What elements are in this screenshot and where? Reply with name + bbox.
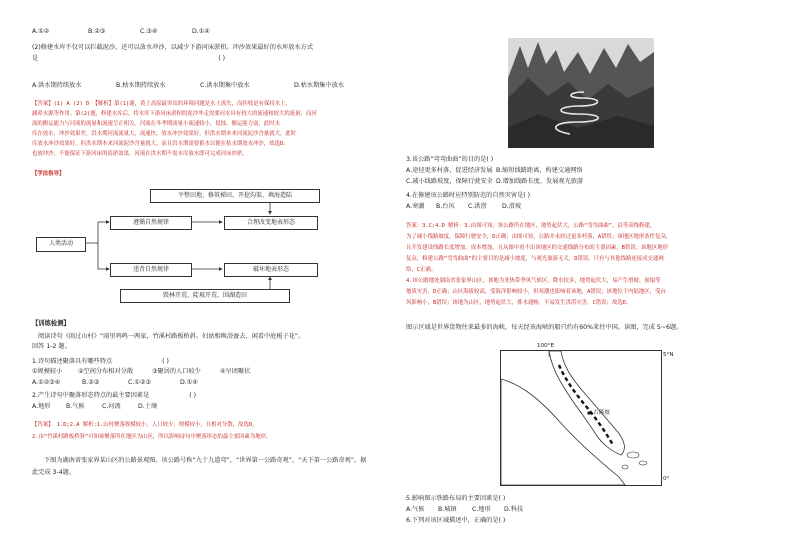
human-box: 人类活动 xyxy=(36,237,86,252)
q1-text: 1.诗句描述聚落具有哪些特点 xyxy=(32,358,113,365)
answer-line: 库在放水，冲沙效果差，洪水期河流流量大，流速快，放水冲沙效果好，但洪水期本来河流泥沙含量就大，此时 xyxy=(32,131,297,137)
mountain-road-photo xyxy=(508,38,654,148)
train-heading: 【训练检测】 xyxy=(32,320,70,327)
answer-line: 4.该公路地处湖南省张家界山区，该地为亚热带季风气候区，降水较多，地势起伏大，易产生滑坡、崩塌等 xyxy=(406,278,661,284)
choice: D.①④ xyxy=(180,379,198,386)
answer-line: 地质灾害，D正确；山区海拔较高，受海洋影响较小，但寒潮也影响着该地，A错误；该地位于内陆地区，受台 xyxy=(406,289,666,295)
answer-line: 为了减小线路坡度，保障行驶安全，D正确；由图可知，公路并未经过更多村落，A错误；该地区地形条件复杂， xyxy=(406,234,672,240)
q3-choice: D.增加线路长度，发展观光旅游 xyxy=(496,178,584,185)
q1-stem xyxy=(32,358,169,366)
choice: C.河流 xyxy=(102,403,121,410)
choice: A.寒潮 xyxy=(406,203,425,210)
diagram-connectors xyxy=(0,0,400,320)
q2-blank: ( ) xyxy=(218,55,225,62)
q3-choice: A.途径更多村落，促进经济发展 xyxy=(406,167,493,174)
poem-intro-line: 回答 1-2 题。 xyxy=(32,343,71,350)
q1-item: ①规模较小 xyxy=(32,368,63,375)
answer-line: 答案：3.C;4.D 解析：3.由图可知，该公路所在地区，地势起伏大，公路“弯弯曲曲”，沿等高线修建， xyxy=(406,223,656,229)
option: D.①④ xyxy=(192,28,210,35)
choice: D.科技 xyxy=(504,506,524,513)
q1-item: ④呈团聚状 xyxy=(220,368,251,375)
q2-stem-line1: (2)修建水库不仅可以拦截泥沙，还可以放水冲沙，以减少下游河床淤积。冲沙效果最好的水库放水方式 xyxy=(32,44,314,51)
top-box: 平整田地、修筑梯田、开挖沟渠、填海造陆 xyxy=(150,189,320,203)
option: C.洪水期集中放水 xyxy=(200,82,250,89)
city-label: 吉隆坡 xyxy=(593,410,610,416)
xfzd-heading: 【学法指导】 xyxy=(32,171,65,177)
strait-map-drawing xyxy=(501,351,661,485)
destroy-box: 破坏地表形态 xyxy=(224,263,318,277)
q2-stem xyxy=(32,392,196,400)
choice: A.地形 xyxy=(32,403,51,410)
strait-map xyxy=(500,343,674,486)
choice: D.滑坡 xyxy=(502,203,522,210)
option: B.枯水期持续放水 xyxy=(116,82,166,89)
option: B.②③ xyxy=(88,28,106,35)
lon-label: 100°E xyxy=(537,343,555,349)
choice: A.气候 xyxy=(406,506,425,513)
choice: C.地形 xyxy=(472,506,491,513)
option: A.洪水期持续放水 xyxy=(32,82,82,89)
answer-line: 【答案】(1) A (2) D 【解析】第(1)题，黄土高原最突出的环境问题是水土流失，而挂枝是有保持水土、 xyxy=(32,101,291,107)
q1-item: ②空间分布相对分散 xyxy=(78,368,134,375)
violate-box: 违背自然规律 xyxy=(110,263,192,277)
q3-choice: C.减小线路坡度，保障行驶安全 xyxy=(406,178,493,185)
reasonable-box: 合理改变地表形态 xyxy=(224,216,318,230)
answer-line: 且开发建设线路长度增加，成本增加，且从图中看不出该地区的交通线路分布的主要因素，B错误；该地区地形 xyxy=(406,245,668,251)
q2-text: 2.产生诗句中聚落形态特点的最主要因素是 xyxy=(32,392,150,399)
map-intro-line: 此完成 3-4题。 xyxy=(32,469,76,476)
answer-line: 络，C正确。 xyxy=(406,267,437,273)
answer-line: 也放冲沙，不能保证下游河床的清淤效果，河流在洪水期不需水库放水即可完成河床冲淤。 xyxy=(32,151,248,157)
poem-intro-line: 阅读诗句《雨过山村》“雨里鸡鸣一两家，竹溪村路板桥斜。妇姑相唤浴蚕去，闲看中庭栀子花”。 xyxy=(38,333,305,340)
choice: B.台风 xyxy=(436,203,455,210)
choice: D.土壤 xyxy=(138,403,158,410)
answer-line: 2.由“竹溪村路板桥斜”可知该聚落所在地区为山区，所以影响诗句中聚落形态的最主要因素为地形。 xyxy=(32,434,272,440)
choice: B.气候 xyxy=(66,403,85,410)
q1-item: ③聚居的人口较少 xyxy=(152,368,201,375)
choice: C.洪涝 xyxy=(468,203,487,210)
lat-top-label: 5°N xyxy=(663,352,674,358)
answer-line: 风影响小，B错误；该地为山区，地势起伏大，排水通畅，不易发生洪涝灾害，C错误；故选D。 xyxy=(406,300,632,306)
choice: B.城镇 xyxy=(438,506,457,513)
follow-box: 遵循自然规律 xyxy=(110,216,192,230)
q3-choice: B.缩短线路距离，构建交通网络 xyxy=(496,167,583,174)
q1-blank: ( ) xyxy=(162,358,169,365)
option: A.①② xyxy=(32,28,50,35)
option: C.③④ xyxy=(140,28,158,35)
answer-line: 流的搬运能力与河流的流量和流速呈正相关。河流在冬季期流量小流速较小，侵蚀、搬运能力弱，此时水 xyxy=(32,121,280,127)
answer-line: 复杂，修建公路“弯弯曲曲”的主要目的是减小坡度，与观光旅游无关，D错误。只有与其他线路连接成交通网 xyxy=(406,256,664,262)
lat-bottom-label: 0° xyxy=(663,476,670,482)
choice: B.②③ xyxy=(82,379,100,386)
q6-stem: 6.下列对该区域描述中，正确的是( ) xyxy=(406,517,506,524)
q2-blank: ( ) xyxy=(189,392,197,399)
bottom-box: 毁林开荒、陡坡开荒、围湖造田 xyxy=(120,289,290,303)
q3-stem: 3.该公路“弯弯曲曲”的目的是( ) xyxy=(406,156,494,163)
choice: A.①②③④ xyxy=(32,379,61,386)
option: D.枯水期集中放水 xyxy=(294,82,345,89)
choice: C.①②③ xyxy=(128,379,151,386)
q5-stem: 5.影响图示铁路布局的主要因素是( ) xyxy=(406,495,506,502)
answer-line: 库放水冲沙效果好，但洪水期本来河流泥沙含量就大，而且洪水期需要蓄水以便在枯水期放水冲沙，故选D。 xyxy=(32,141,289,147)
answer-line: 涵养水源等作用。第(2)题，修建水库后，将水库下游河床淤积的泥沙冲走需要河水具有较大的流速和较大的流量，而河 xyxy=(32,111,317,117)
q2-stem-word: 是 xyxy=(32,55,39,62)
q4-stem: 4.在修建该公路时应特别防范的自然灾害是( ) xyxy=(406,192,531,199)
answer-line: 【答案】 1.D;2.A 解析:1.山村聚落规模较小，人口较少，规模较小，且相对分散，故选D。 xyxy=(32,422,258,428)
strait-intro: 图示区域是世界货物往来最多的海峡，每天经该海峡的船只约有60%来往中国。读图，完成 5~6题。 xyxy=(406,324,683,331)
map-intro-line: 下图为湖南省张家界某山区的公路景观图。该公路号称“九十九道弯”，“世界第一公路奇观”，“天下第一公路奇观”。据 xyxy=(44,457,367,464)
